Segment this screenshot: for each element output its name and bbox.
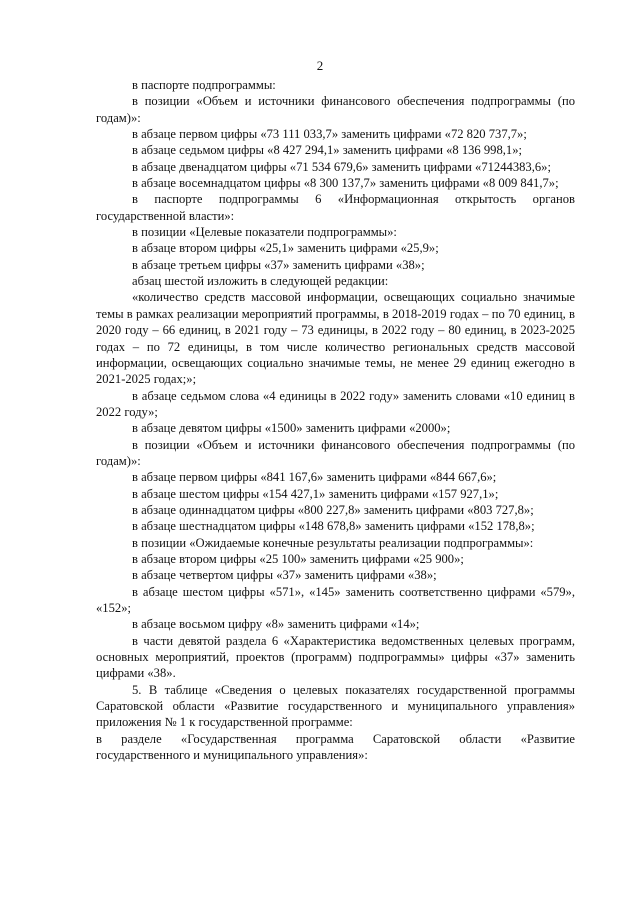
paragraph: в позиции «Объем и источники финансового обеспечения подпрограммы (по годам)»: <box>96 94 575 125</box>
paragraph: в абзаце восьмом цифру «8» заменить цифрами «14»; <box>132 617 420 632</box>
paragraph: в абзаце девятом цифры «1500» заменить цифрами «2000»; <box>132 421 451 436</box>
paragraph: в абзаце шестом цифры «154 427,1» заменить цифрами «157 927,1»; <box>132 486 499 501</box>
page-number: 2 <box>316 58 324 73</box>
paragraph: в абзаце шестнадцатом цифры «148 678,8» заменить цифрами «152 178,8»; <box>132 519 535 534</box>
paragraph: в разделе «Государственная программа Саратовской области «Развитие государственного и муниципального управления»: <box>96 731 575 763</box>
paragraph: в абзаце третьем цифры «37» заменить цифрами «38»; <box>132 257 425 272</box>
paragraph: в паспорте подпрограммы 6 «Информационная открытость органов государственной власти»: <box>96 192 575 223</box>
document-body <box>96 77 575 763</box>
paragraph: в части девятой раздела 6 «Характеристика ведомственных целевых программ, основных мероприятий, проектов (программ) подпрограммы» цифры «37» заменить цифрами «38». <box>96 633 575 681</box>
paragraph: в абзаце четвертом цифры «37» заменить цифрами «38»; <box>132 568 437 583</box>
paragraph: в абзаце седьмом слова «4 единицы в 2022 году» заменить словами «10 единиц в 2022 году»; <box>96 388 575 419</box>
paragraph: в абзаце шестом цифры «571», «145» заменить соответственно цифрами «579», «152»; <box>96 584 575 615</box>
paragraph: в позиции «Целевые показатели подпрограммы»: <box>132 225 397 240</box>
paragraph: «количество средств массовой информации, освещающих социально значимые темы в рамках реализации мероприятий программы, в 2018-2019 годах – по 70 единиц, в 2020 году – 66 единиц, в 2021 году – 73 единицы, в 2022 году – 80 единиц, в 2023-2025 годах – по 72 единицы, в том числе количество региональных средств массовой информации, освещающих социально значимые темы, не менее 29 единиц ежегодно в 2021-2025 годах;»; <box>96 290 575 387</box>
paragraph: в абзаце седьмом цифры «8 427 294,1» заменить цифрами «8 136 998,1»; <box>132 143 523 158</box>
paragraph: в абзаце первом цифры «841 167,6» заменить цифрами «844 667,6»; <box>132 470 497 485</box>
paragraph: в абзаце втором цифры «25,1» заменить цифрами «25,9»; <box>132 241 439 256</box>
paragraph: в абзаце первом цифры «73 111 033,7» заменить цифрами «72 820 737,7»; <box>132 127 527 142</box>
paragraph: в абзаце одиннадцатом цифры «800 227,8» заменить цифрами «803 727,8»; <box>132 502 534 517</box>
paragraph: абзац шестой изложить в следующей редакции: <box>132 274 389 289</box>
paragraph: в паспорте подпрограммы: <box>132 78 276 92</box>
paragraph: 5. В таблице «Сведения о целевых показателях государственной программы Саратовской области «Развитие государственного и муниципального управления» приложения № 1 к государственной программе: <box>96 682 575 730</box>
paragraph: в абзаце двенадцатом цифры «71 534 679,6» заменить цифрами «71244383,6»; <box>132 159 551 174</box>
paragraph: в абзаце восемнадцатом цифры «8 300 137,7» заменить цифрами «8 009 841,7»; <box>132 176 559 191</box>
paragraph: в абзаце втором цифры «25 100» заменить цифрами «25 900»; <box>132 551 464 566</box>
paragraph: в позиции «Ожидаемые конечные результаты реализации подпрограммы»: <box>132 535 534 550</box>
paragraph: в позиции «Объем и источники финансового обеспечения подпрограммы (по годам)»: <box>96 437 575 468</box>
